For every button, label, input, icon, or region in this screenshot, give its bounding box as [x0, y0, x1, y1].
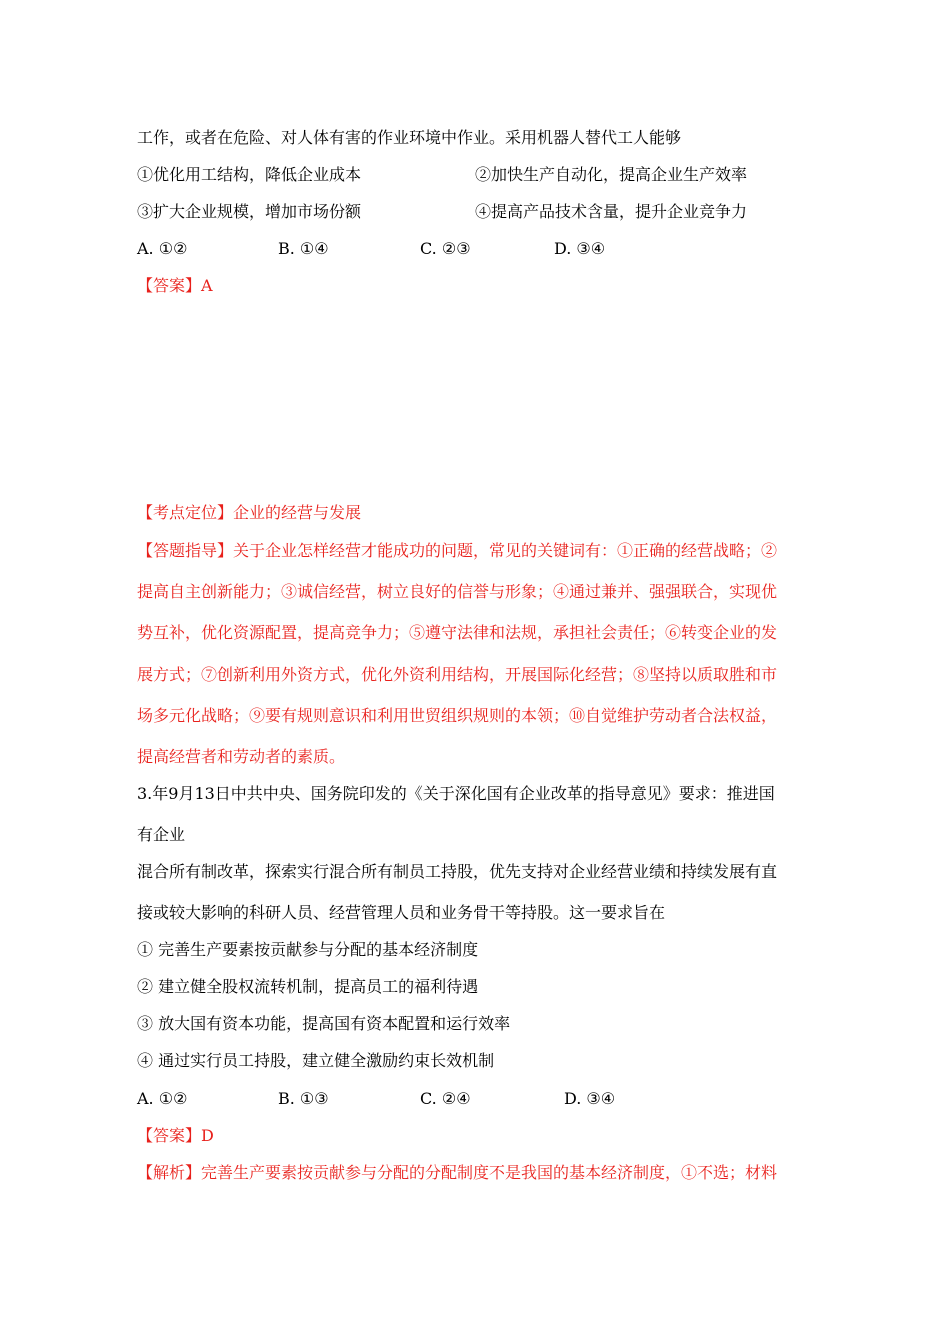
q2-item-1: ①优化用工结构，降低企业成本: [137, 165, 362, 184]
q3-stem-line-2: 有企业: [137, 825, 186, 844]
q3-option-c: C. ②④: [420, 1089, 471, 1108]
q2-item-2: ②加快生产自动化，提高企业生产效率: [475, 165, 748, 184]
q3-analysis: 【解析】完善生产要素按贡献参与分配的分配制度不是我国的基本经济制度，①不选；材料: [137, 1163, 778, 1182]
q2-knowledge-point: 【考点定位】企业的经营与发展: [137, 503, 362, 522]
q3-item-2: ② 建立健全股权流转机制，提高员工的福利待遇: [137, 977, 479, 996]
q3-stem-line-1: 3.年9月13日中共中央、国务院印发的《关于深化国有企业改革的指导意见》要求：推进国: [137, 784, 775, 803]
q3-stem-line-4: 接或较大影响的科研人员、经营管理人员和业务骨干等持股。这一要求旨在: [137, 903, 666, 922]
q2-item-4: ④提高产品技术含量，提升企业竞争力: [475, 202, 748, 221]
q3-stem-line-3: 混合所有制改革，探索实行混合所有制员工持股，优先支持对企业经营业绩和持续发展有直: [137, 862, 778, 881]
q3-option-a: A. ①②: [137, 1089, 188, 1108]
q2-option-a: A. ①②: [137, 239, 188, 258]
q2-guide-line-3: 势互补，优化资源配置，提高竞争力；⑤遵守法律和法规，承担社会责任；⑥转变企业的发: [137, 623, 778, 642]
q2-option-c: C. ②③: [420, 239, 471, 258]
q3-option-b: B. ①③: [278, 1089, 329, 1108]
q3-option-d: D. ③④: [564, 1089, 616, 1108]
q3-answer: 【答案】D: [137, 1126, 214, 1145]
q3-item-4: ④ 通过实行员工持股，建立健全激励约束长效机制: [137, 1051, 495, 1070]
q2-guide-line-4: 展方式；⑦创新利用外资方式，优化外资利用结构，开展国际化经营；⑧坚持以质取胜和市: [137, 665, 778, 684]
q2-guide-line-6: 提高经营者和劳动者的素质。: [137, 747, 346, 766]
q2-guide-line-1: 【答题指导】关于企业怎样经营才能成功的问题，常见的关键词有：①正确的经营战略；②: [137, 541, 778, 560]
q2-guide-line-5: 场多元化战略；⑨要有规则意识和利用世贸组织规则的本领；⑩自觉维护劳动者合法权益，: [137, 706, 778, 725]
q3-item-3: ③ 放大国有资本功能，提高国有资本配置和运行效率: [137, 1014, 511, 1033]
q2-stem-continuation: 工作，或者在危险、对人体有害的作业环境中作业。采用机器人替代工人能够: [137, 128, 682, 147]
q3-item-1: ① 完善生产要素按贡献参与分配的基本经济制度: [137, 940, 479, 959]
q2-guide-line-2: 提高自主创新能力；③诚信经营，树立良好的信誉与形象；④通过兼并、强强联合，实现优: [137, 582, 778, 601]
q2-option-b: B. ①④: [278, 239, 329, 258]
q2-answer: 【答案】A: [137, 276, 213, 295]
q2-option-d: D. ③④: [554, 239, 606, 258]
q2-item-3: ③扩大企业规模，增加市场份额: [137, 202, 362, 221]
